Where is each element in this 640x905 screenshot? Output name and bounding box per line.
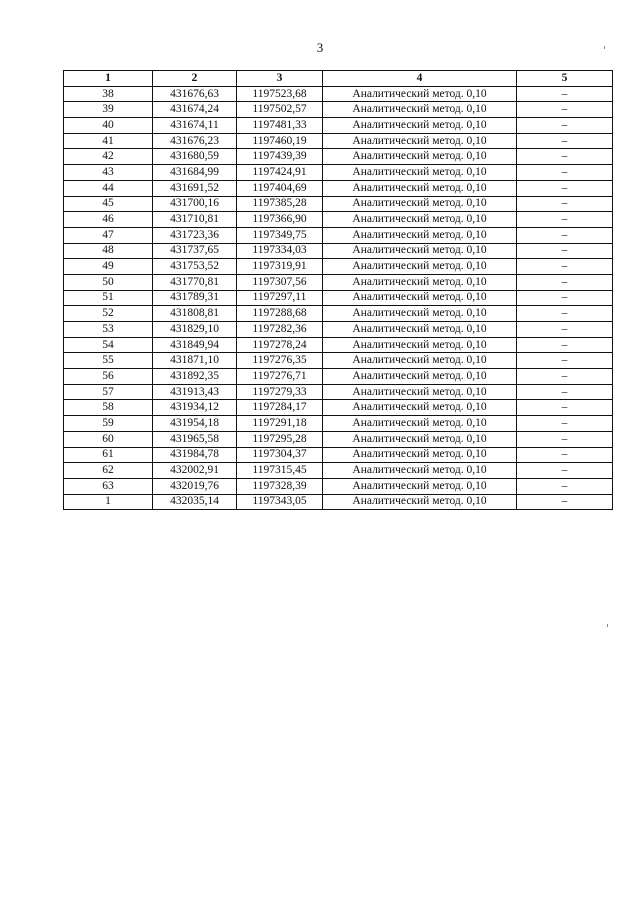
y-coordinate-cell: 1197343,05 [237, 494, 323, 510]
table-row [64, 322, 613, 338]
method-cell: Аналитический метод. 0,10 [323, 337, 517, 353]
method-cell: Аналитический метод. 0,10 [323, 118, 517, 134]
note-cell: – [517, 86, 613, 102]
table-row [64, 290, 613, 306]
x-coordinate-cell: 431753,52 [153, 259, 237, 275]
note-cell: – [517, 290, 613, 306]
method-cell: Аналитический метод. 0,10 [323, 243, 517, 259]
note-cell: – [517, 133, 613, 149]
method-cell: Аналитический метод. 0,10 [323, 478, 517, 494]
x-coordinate-cell: 431789,31 [153, 290, 237, 306]
note-cell: – [517, 369, 613, 385]
point-number-cell: 51 [64, 290, 153, 306]
header-row [64, 71, 613, 87]
method-cell: Аналитический метод. 0,10 [323, 306, 517, 322]
coordinates-table [63, 70, 613, 510]
method-cell: Аналитический метод. 0,10 [323, 227, 517, 243]
y-coordinate-cell: 1197288,68 [237, 306, 323, 322]
table-row [64, 306, 613, 322]
point-number-cell: 55 [64, 353, 153, 369]
point-number-cell: 59 [64, 416, 153, 432]
y-coordinate-cell: 1197424,91 [237, 165, 323, 181]
point-number-cell: 60 [64, 431, 153, 447]
x-coordinate-cell: 431954,18 [153, 416, 237, 432]
method-cell: Аналитический метод. 0,10 [323, 102, 517, 118]
point-number-cell: 56 [64, 369, 153, 385]
note-cell: – [517, 165, 613, 181]
method-cell: Аналитический метод. 0,10 [323, 274, 517, 290]
point-number-cell: 53 [64, 322, 153, 338]
table-row [64, 133, 613, 149]
method-cell: Аналитический метод. 0,10 [323, 290, 517, 306]
note-cell: – [517, 212, 613, 228]
x-coordinate-cell: 431723,36 [153, 227, 237, 243]
y-coordinate-cell: 1197328,39 [237, 478, 323, 494]
method-cell: Аналитический метод. 0,10 [323, 494, 517, 510]
note-cell: – [517, 180, 613, 196]
note-cell: – [517, 494, 613, 510]
note-cell: – [517, 478, 613, 494]
y-coordinate-cell: 1197276,35 [237, 353, 323, 369]
note-cell: – [517, 463, 613, 479]
y-coordinate-cell: 1197276,71 [237, 369, 323, 385]
x-coordinate-cell: 431934,12 [153, 400, 237, 416]
x-coordinate-cell: 432002,91 [153, 463, 237, 479]
method-cell: Аналитический метод. 0,10 [323, 384, 517, 400]
method-cell: Аналитический метод. 0,10 [323, 196, 517, 212]
y-coordinate-cell: 1197439,39 [237, 149, 323, 165]
table-row [64, 431, 613, 447]
x-coordinate-cell: 431691,52 [153, 180, 237, 196]
x-coordinate-cell: 431871,10 [153, 353, 237, 369]
scan-speck [604, 46, 605, 49]
table-row [64, 243, 613, 259]
y-coordinate-cell: 1197284,17 [237, 400, 323, 416]
table-row [64, 86, 613, 102]
table-row [64, 337, 613, 353]
table-row [64, 227, 613, 243]
note-cell: – [517, 353, 613, 369]
note-cell: – [517, 322, 613, 338]
point-number-cell: 46 [64, 212, 153, 228]
method-cell: Аналитический метод. 0,10 [323, 180, 517, 196]
x-coordinate-cell: 431700,16 [153, 196, 237, 212]
x-coordinate-cell: 431849,94 [153, 337, 237, 353]
y-coordinate-cell: 1197279,33 [237, 384, 323, 400]
point-number-cell: 45 [64, 196, 153, 212]
y-coordinate-cell: 1197297,11 [237, 290, 323, 306]
method-cell: Аналитический метод. 0,10 [323, 369, 517, 385]
table-body [64, 86, 613, 510]
table-row [64, 400, 613, 416]
x-coordinate-cell: 431965,58 [153, 431, 237, 447]
x-coordinate-cell: 431892,35 [153, 369, 237, 385]
y-coordinate-cell: 1197523,68 [237, 86, 323, 102]
x-coordinate-cell: 431710,81 [153, 212, 237, 228]
point-number-cell: 42 [64, 149, 153, 165]
x-coordinate-cell: 431674,24 [153, 102, 237, 118]
y-coordinate-cell: 1197278,24 [237, 337, 323, 353]
point-number-cell: 43 [64, 165, 153, 181]
y-coordinate-cell: 1197404,69 [237, 180, 323, 196]
note-cell: – [517, 259, 613, 275]
point-number-cell: 61 [64, 447, 153, 463]
y-coordinate-cell: 1197385,28 [237, 196, 323, 212]
table-row [64, 494, 613, 510]
table-header [64, 71, 613, 87]
y-coordinate-cell: 1197334,03 [237, 243, 323, 259]
table-row [64, 478, 613, 494]
y-coordinate-cell: 1197295,28 [237, 431, 323, 447]
method-cell: Аналитический метод. 0,10 [323, 322, 517, 338]
y-coordinate-cell: 1197319,91 [237, 259, 323, 275]
point-number-cell: 40 [64, 118, 153, 134]
method-cell: Аналитический метод. 0,10 [323, 149, 517, 165]
method-cell: Аналитический метод. 0,10 [323, 212, 517, 228]
x-coordinate-cell: 431737,65 [153, 243, 237, 259]
note-cell: – [517, 102, 613, 118]
column-header-5: 5 [517, 71, 613, 87]
note-cell: – [517, 227, 613, 243]
column-header-2: 2 [153, 71, 237, 87]
table-row [64, 369, 613, 385]
table-row [64, 180, 613, 196]
point-number-cell: 58 [64, 400, 153, 416]
table-row [64, 259, 613, 275]
x-coordinate-cell: 431984,78 [153, 447, 237, 463]
point-number-cell: 50 [64, 274, 153, 290]
note-cell: – [517, 243, 613, 259]
method-cell: Аналитический метод. 0,10 [323, 431, 517, 447]
column-header-1: 1 [64, 71, 153, 87]
y-coordinate-cell: 1197304,37 [237, 447, 323, 463]
point-number-cell: 47 [64, 227, 153, 243]
point-number-cell: 41 [64, 133, 153, 149]
table-row [64, 447, 613, 463]
table-row [64, 165, 613, 181]
point-number-cell: 44 [64, 180, 153, 196]
point-number-cell: 54 [64, 337, 153, 353]
x-coordinate-cell: 431676,63 [153, 86, 237, 102]
x-coordinate-cell: 431684,99 [153, 165, 237, 181]
table-row [64, 274, 613, 290]
point-number-cell: 39 [64, 102, 153, 118]
point-number-cell: 49 [64, 259, 153, 275]
note-cell: – [517, 274, 613, 290]
table-row [64, 196, 613, 212]
method-cell: Аналитический метод. 0,10 [323, 259, 517, 275]
note-cell: – [517, 447, 613, 463]
table-row [64, 149, 613, 165]
table-row [64, 353, 613, 369]
table-row [64, 384, 613, 400]
scan-speck [607, 624, 608, 627]
note-cell: – [517, 400, 613, 416]
note-cell: – [517, 118, 613, 134]
y-coordinate-cell: 1197502,57 [237, 102, 323, 118]
y-coordinate-cell: 1197349,75 [237, 227, 323, 243]
column-header-4: 4 [323, 71, 517, 87]
x-coordinate-cell: 432035,14 [153, 494, 237, 510]
point-number-cell: 38 [64, 86, 153, 102]
x-coordinate-cell: 431674,11 [153, 118, 237, 134]
table-row [64, 463, 613, 479]
table-row [64, 416, 613, 432]
point-number-cell: 63 [64, 478, 153, 494]
y-coordinate-cell: 1197481,33 [237, 118, 323, 134]
method-cell: Аналитический метод. 0,10 [323, 353, 517, 369]
point-number-cell: 52 [64, 306, 153, 322]
page-number: 3 [316, 40, 324, 55]
point-number-cell: 1 [64, 494, 153, 510]
method-cell: Аналитический метод. 0,10 [323, 400, 517, 416]
note-cell: – [517, 196, 613, 212]
y-coordinate-cell: 1197315,45 [237, 463, 323, 479]
y-coordinate-cell: 1197366,90 [237, 212, 323, 228]
y-coordinate-cell: 1197307,56 [237, 274, 323, 290]
y-coordinate-cell: 1197460,19 [237, 133, 323, 149]
note-cell: – [517, 149, 613, 165]
note-cell: – [517, 431, 613, 447]
method-cell: Аналитический метод. 0,10 [323, 133, 517, 149]
point-number-cell: 57 [64, 384, 153, 400]
method-cell: Аналитический метод. 0,10 [323, 165, 517, 181]
note-cell: – [517, 337, 613, 353]
x-coordinate-cell: 431913,43 [153, 384, 237, 400]
y-coordinate-cell: 1197282,36 [237, 322, 323, 338]
x-coordinate-cell: 431829,10 [153, 322, 237, 338]
x-coordinate-cell: 431680,59 [153, 149, 237, 165]
note-cell: – [517, 306, 613, 322]
table-row [64, 212, 613, 228]
method-cell: Аналитический метод. 0,10 [323, 447, 517, 463]
x-coordinate-cell: 431770,81 [153, 274, 237, 290]
point-number-cell: 48 [64, 243, 153, 259]
method-cell: Аналитический метод. 0,10 [323, 416, 517, 432]
y-coordinate-cell: 1197291,18 [237, 416, 323, 432]
table-row [64, 102, 613, 118]
column-header-3: 3 [237, 71, 323, 87]
table-row [64, 118, 613, 134]
method-cell: Аналитический метод. 0,10 [323, 86, 517, 102]
note-cell: – [517, 384, 613, 400]
point-number-cell: 62 [64, 463, 153, 479]
note-cell: – [517, 416, 613, 432]
method-cell: Аналитический метод. 0,10 [323, 463, 517, 479]
x-coordinate-cell: 431676,23 [153, 133, 237, 149]
x-coordinate-cell: 432019,76 [153, 478, 237, 494]
x-coordinate-cell: 431808,81 [153, 306, 237, 322]
